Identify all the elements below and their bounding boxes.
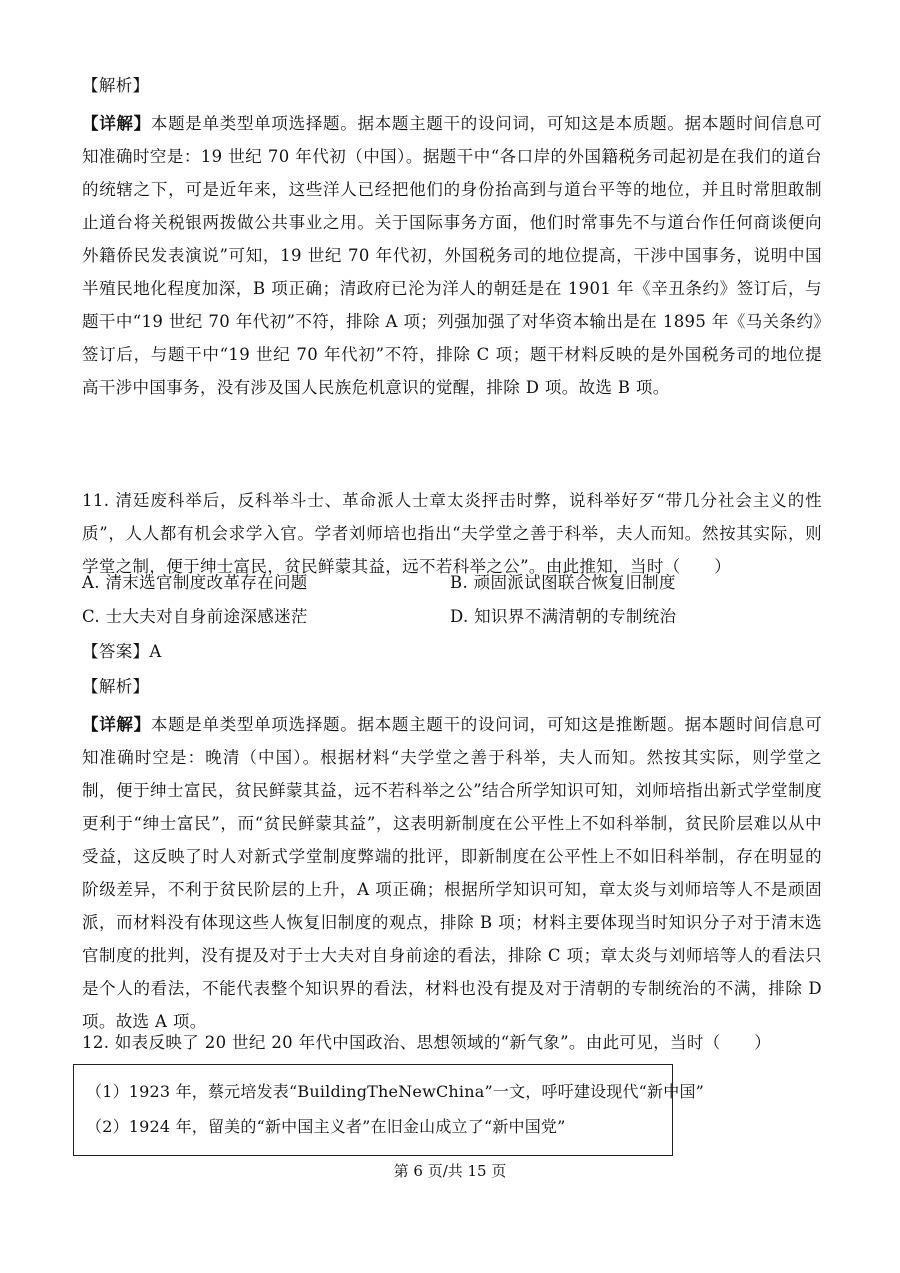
analysis-label-1: 【解析】 <box>82 76 150 95</box>
detail-paragraph-2 <box>82 708 822 1038</box>
analysis-label-2: 【解析】 <box>82 677 150 696</box>
q11-option-a: A. 清末选官制度改革存在问题 <box>82 573 308 592</box>
detail-text-2: 本题是单类型单项选择题。据本题主题干的设问词，可知这是推断题。据本题时间信息可知准确时空是：晚清（中国）。根据材料“夫学堂之善于科举，夫人而知。然按其实际，则学堂之制，便于绅士富民，贫民鲜蒙其益，远不若科举之公”结合所学知识可知，刘师培指出新式学堂制度更利于“绅士富民”，而“贫民鲜蒙其益”，这表明新制度在公平性上不如科举制，贫民阶层难以从中受益，这反映了时人对新式学堂制度弊端的批评，即新制度在公平性上不如旧科举制，存在明显的阶级差异，不利于贫民阶层的上升，A 项正确；根据所学知识可知，章太炎与刘师培等人不是顽固派，而材料没有体现这些人恢复旧制度的观点，排除 B 项；材料主要体现当时知识分子对于清末选官制度的批判，没有提及对于士大夫对自身前途的看法，排除 C 项；章太炎与刘师培等人的看法只是个人的看法，不能代表整个知识界的看法，材料也没有提及对于清朝的专制统治的不满，排除 D 项。故选 A 项。 <box>82 715 822 1031</box>
question-11-stem: 11. 清廷废科举后，反科举斗士、革命派人士章太炎抨击时弊，说科举好歹“带几分社会主义的性质”，人人都有机会求学入官。学者刘师培也指出“夫学堂之善于科举，夫人而知。然按其实际，则学堂之制，便于绅士富民，贫民鲜蒙其益，远不若科举之公”。由此推知，当时（ ） <box>82 491 822 576</box>
detail-paragraph-1 <box>82 107 822 404</box>
detail-text-1: 本题是单类型单项选择题。据本题主题干的设问词，可知这是本质题。据本题时间信息可知准确时空是：19 世纪 70 年代初（中国）。据题干中“各口岸的外国籍税务司起初是在我们的道台的统辖之下，可是近年来，这些洋人已经把他们的身份抬高到与道台平等的地位，并且时常胆敢制止道台将关税银两拨做公共事业之用。关于国际事务方面，他们时常事先不与道台作任何商谈便向外籍侨民发表演说”可知，19 世纪 70 年代初，外国税务司的地位提高，干涉中国事务，说明中国半殖民地化程度加深，B 项正确；清政府已沦为洋人的朝廷是在 1901 年《辛丑条约》签订后，与题干中“19 世纪 70 年代初”不符，排除 A 项；列强加强了对华资本输出是在 1895 年《马关条约》签订后，与题干中“19 世纪 70 年代初”不符，排除 C 项；题干材料反映的是外国税务司的地位提高干涉中国事务，没有涉及国人民族危机意识的觉醒，排除 D 项。故选 B 项。 <box>82 114 822 397</box>
q11-option-c: C. 士大夫对自身前途深感迷茫 <box>82 607 308 626</box>
page-footer: 第 6 页/共 15 页 <box>393 1162 507 1180</box>
table-row: （1）1923 年，蔡元培发表“BuildingTheNewChina”一文，呼吁建设现代“新中国” <box>86 1082 705 1101</box>
q12-table <box>73 1064 705 1156</box>
detail-tag-1: 【详解】 <box>82 114 151 133</box>
q11-option-b: B. 顽固派试图联合恢复旧制度 <box>450 573 676 592</box>
q11-answer: 【答案】A <box>82 642 162 661</box>
table-row: （2）1924 年，留美的“新中国主义者”在旧金山成立了“新中国党” <box>86 1117 566 1136</box>
detail-tag-2: 【详解】 <box>82 715 151 734</box>
question-12-stem: 12. 如表反映了 20 世纪 20 年代中国政治、思想领域的“新气象”。由此可见，当时（ ） <box>82 1033 772 1052</box>
q11-option-d: D. 知识界不满清朝的专制统治 <box>450 607 677 626</box>
